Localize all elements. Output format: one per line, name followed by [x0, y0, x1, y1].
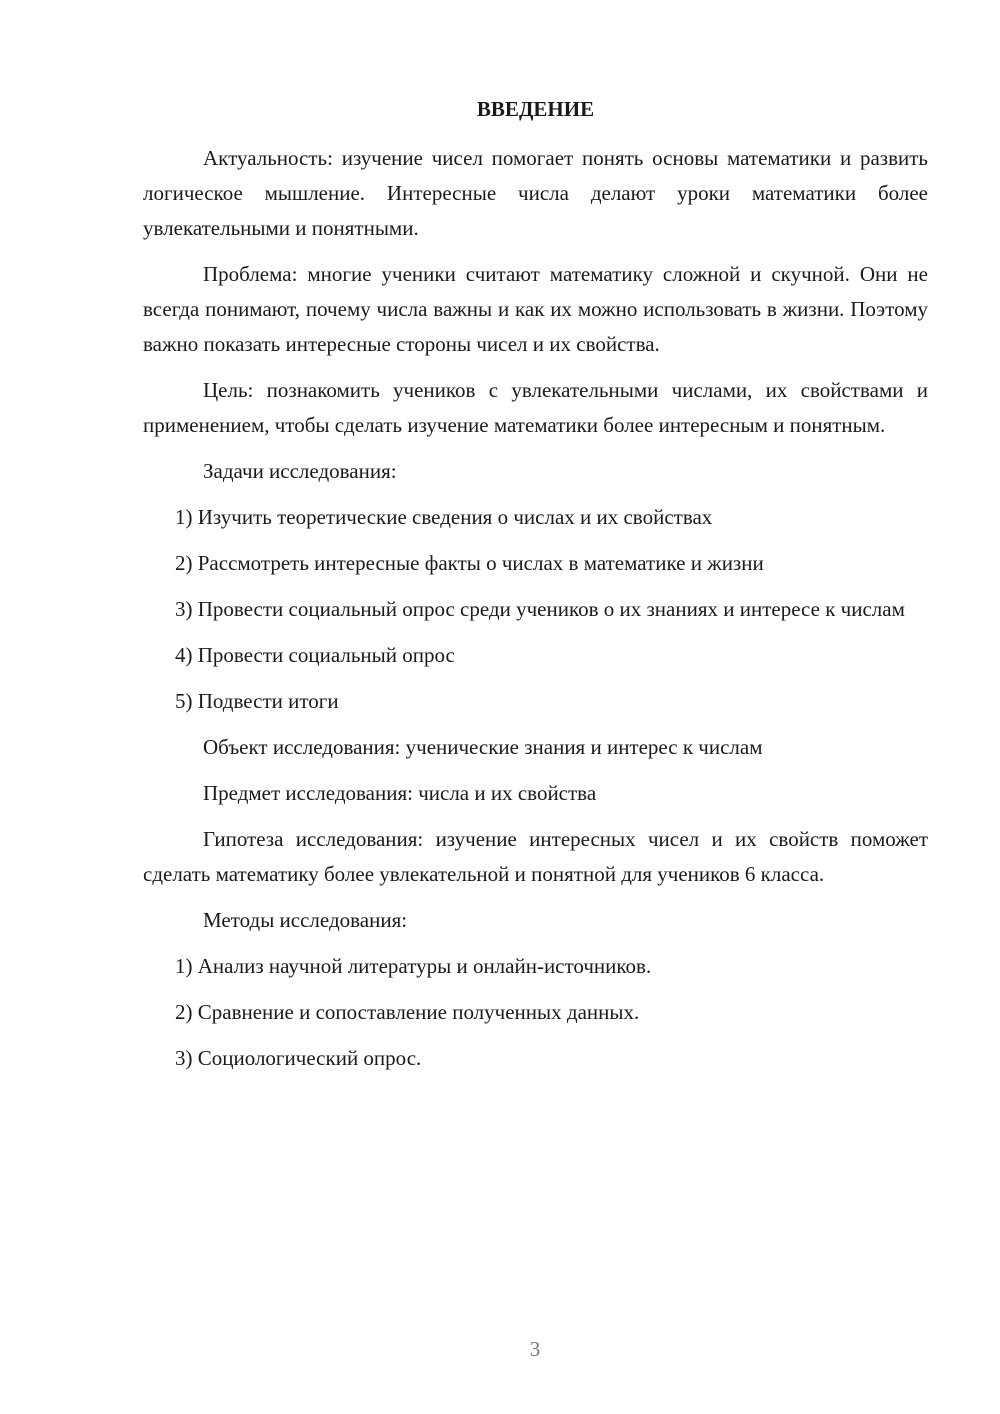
- relevance-paragraph: Актуальность: изучение чисел помогает понять основы математики и развить логическое мышление. Интересные числа делают уроки математики более увлекательными и понятными.: [143, 146, 928, 240]
- goal-paragraph: Цель: познакомить учеников с увлекательными числами, их свойствами и применением, чтобы сделать изучение математики более интересным и понятным.: [143, 378, 928, 437]
- task-item: 3) Провести социальный опрос среди учеников о их знаниях и интересе к числам: [175, 597, 905, 621]
- task-item: 1) Изучить теоретические сведения о числах и их свойствах: [175, 505, 713, 529]
- task-item: 2) Рассмотреть интересные факты о числах в математике и жизни: [175, 551, 764, 575]
- document-page: [143, 92, 928, 1087]
- tasks-heading: Задачи исследования:: [203, 459, 397, 483]
- page-number: 3: [529, 1337, 541, 1361]
- object-paragraph: Объект исследования: ученические знания и интерес к числам: [203, 735, 763, 759]
- method-item: 3) Социологический опрос.: [175, 1046, 422, 1070]
- problem-paragraph: Проблема: многие ученики считают математику сложной и скучной. Они не всегда понимают, почему числа важны и как их можно использовать в жизни. Поэтому важно показать интересные стороны чисел и их свойства.: [143, 262, 928, 356]
- subject-paragraph: Предмет исследования: числа и их свойства: [203, 781, 597, 805]
- method-item: 1) Анализ научной литературы и онлайн-источников.: [175, 954, 652, 978]
- hypothesis-paragraph: Гипотеза исследования: изучение интересных чисел и их свойств поможет сделать математику более увлекательной и понятной для учеников 6 класса.: [143, 827, 928, 886]
- task-item: 5) Подвести итоги: [175, 689, 339, 713]
- task-item: 4) Провести социальный опрос: [175, 643, 455, 667]
- method-item: 2) Сравнение и сопоставление полученных данных.: [175, 1000, 640, 1024]
- methods-heading: Методы исследования:: [203, 908, 408, 932]
- section-title: ВВЕДЕНИЕ: [476, 97, 595, 121]
